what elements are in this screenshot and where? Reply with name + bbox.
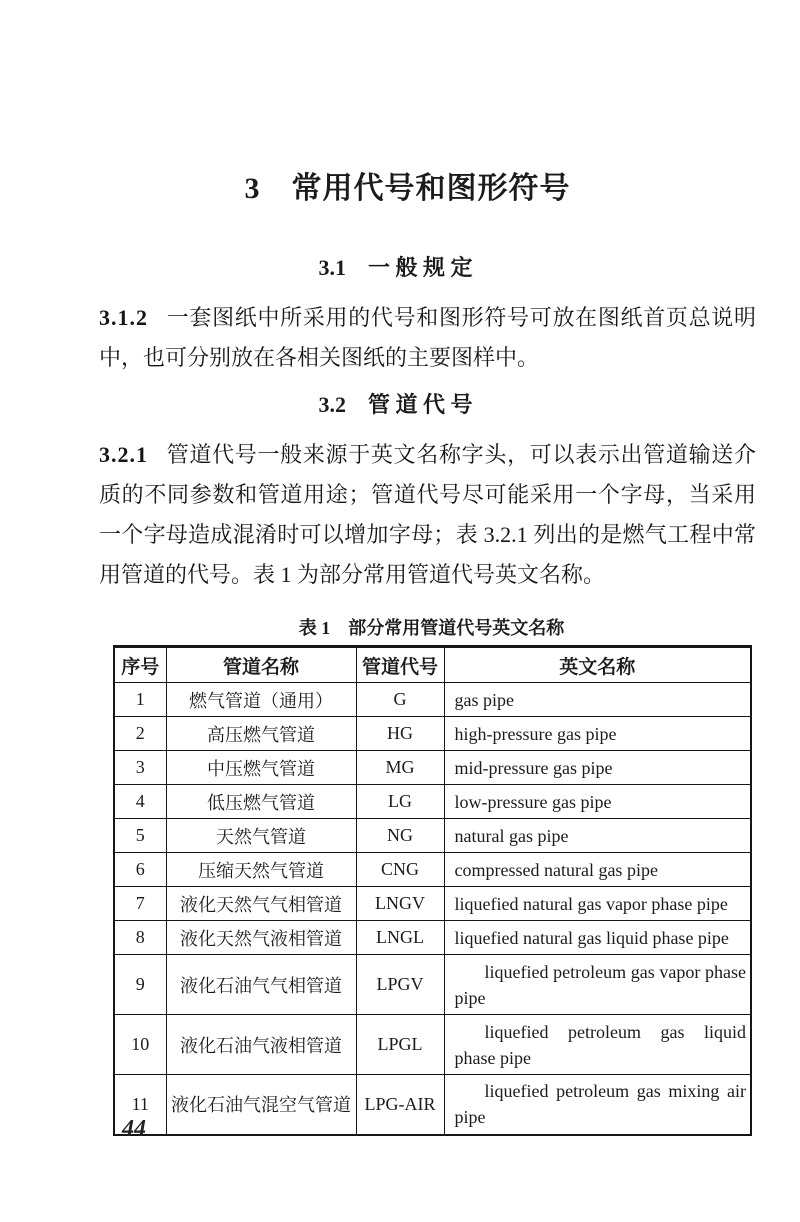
row-english-name: high-pressure gas pipe	[444, 717, 751, 751]
row-english-name: liquefied petroleum gas mixing air pipe	[444, 1075, 751, 1135]
row-pipe-code: LNGV	[356, 887, 444, 921]
table-row	[114, 751, 751, 785]
table-row	[114, 717, 751, 751]
row-english-name: low-pressure gas pipe	[444, 785, 751, 819]
table-header-row	[114, 647, 751, 683]
row-serial-number: 5	[114, 819, 166, 853]
row-pipe-name: 燃气管道（通用）	[166, 683, 356, 717]
row-pipe-name: 液化石油气气相管道	[166, 955, 356, 1015]
table-row	[114, 921, 751, 955]
row-pipe-name: 中压燃气管道	[166, 751, 356, 785]
row-pipe-name: 高压燃气管道	[166, 717, 356, 751]
row-english-name: compressed natural gas pipe	[444, 853, 751, 887]
table-row	[114, 887, 751, 921]
section-heading-3-1: 3.1 一 般 规 定	[318, 255, 473, 280]
clause-text: 管道代号一般来源于英文名称字头，可以表示出管道输送介质的不同参数和管道用途；管道代号尽可能采用一个字母，当采用一个字母造成混淆时可以增加字母；表 3.2.1 列出的是燃气工程中常用管道的代号。表 1 为部分常用管道代号英文名称。	[99, 442, 756, 587]
row-pipe-code: HG	[356, 717, 444, 751]
row-pipe-name: 液化石油气混空气管道	[166, 1075, 356, 1135]
clause-3-1-2	[99, 298, 756, 378]
row-serial-number: 9	[114, 955, 166, 1015]
table-body	[114, 683, 751, 1135]
section-heading-3-2: 3.2 管 道 代 号	[318, 392, 473, 417]
table-row	[114, 819, 751, 853]
row-pipe-name: 天然气管道	[166, 819, 356, 853]
row-pipe-name: 液化天然气液相管道	[166, 921, 356, 955]
header-pipe-name: 管道名称	[166, 647, 356, 683]
chapter-title: 3 常用代号和图形符号	[244, 172, 571, 205]
row-pipe-code: MG	[356, 751, 444, 785]
row-serial-number: 7	[114, 887, 166, 921]
row-english-name: natural gas pipe	[444, 819, 751, 853]
table-header	[114, 647, 751, 683]
row-english-name: gas pipe	[444, 683, 751, 717]
row-serial-number: 8	[114, 921, 166, 955]
row-serial-number: 3	[114, 751, 166, 785]
row-serial-number: 2	[114, 717, 166, 751]
pipe-code-table	[113, 645, 752, 1136]
row-english-name: liquefied natural gas vapor phase pipe	[444, 887, 751, 921]
row-english-name: liquefied petroleum gas vapor phase pipe	[444, 955, 751, 1015]
table-row	[114, 785, 751, 819]
row-english-name: mid-pressure gas pipe	[444, 751, 751, 785]
table-row	[114, 1075, 751, 1135]
page-number: 44	[122, 1116, 146, 1142]
table-caption: 表 1 部分常用管道代号英文名称	[298, 618, 565, 638]
row-pipe-code: LPG-AIR	[356, 1075, 444, 1135]
row-pipe-code: LNGL	[356, 921, 444, 955]
row-serial-number: 10	[114, 1015, 166, 1075]
table-row	[114, 683, 751, 717]
row-english-name: liquefied natural gas liquid phase pipe	[444, 921, 751, 955]
row-serial-number: 4	[114, 785, 166, 819]
clause-3-2-1	[99, 435, 756, 595]
header-serial-number: 序号	[114, 647, 166, 683]
row-serial-number: 1	[114, 683, 166, 717]
header-english-name: 英文名称	[444, 647, 751, 683]
row-serial-number: 11	[114, 1075, 166, 1135]
table-row	[114, 1015, 751, 1075]
row-pipe-code: G	[356, 683, 444, 717]
header-pipe-code: 管道代号	[356, 647, 444, 683]
row-pipe-code: CNG	[356, 853, 444, 887]
row-pipe-name: 低压燃气管道	[166, 785, 356, 819]
clause-number: 3.1.2	[99, 305, 148, 330]
row-pipe-code: NG	[356, 819, 444, 853]
table-row	[114, 853, 751, 887]
row-pipe-name: 液化天然气气相管道	[166, 887, 356, 921]
row-pipe-name: 液化石油气液相管道	[166, 1015, 356, 1075]
row-pipe-code: LG	[356, 785, 444, 819]
row-pipe-code: LPGV	[356, 955, 444, 1015]
row-pipe-code: LPGL	[356, 1015, 444, 1075]
row-serial-number: 6	[114, 853, 166, 887]
clause-number: 3.2.1	[99, 442, 148, 467]
table-row	[114, 955, 751, 1015]
row-pipe-name: 压缩天然气管道	[166, 853, 356, 887]
row-english-name: liquefied petroleum gas liquid phase pipe	[444, 1015, 751, 1075]
clause-text: 一套图纸中所采用的代号和图形符号可放在图纸首页总说明中，也可分别放在各相关图纸的主要图样中。	[99, 305, 756, 370]
